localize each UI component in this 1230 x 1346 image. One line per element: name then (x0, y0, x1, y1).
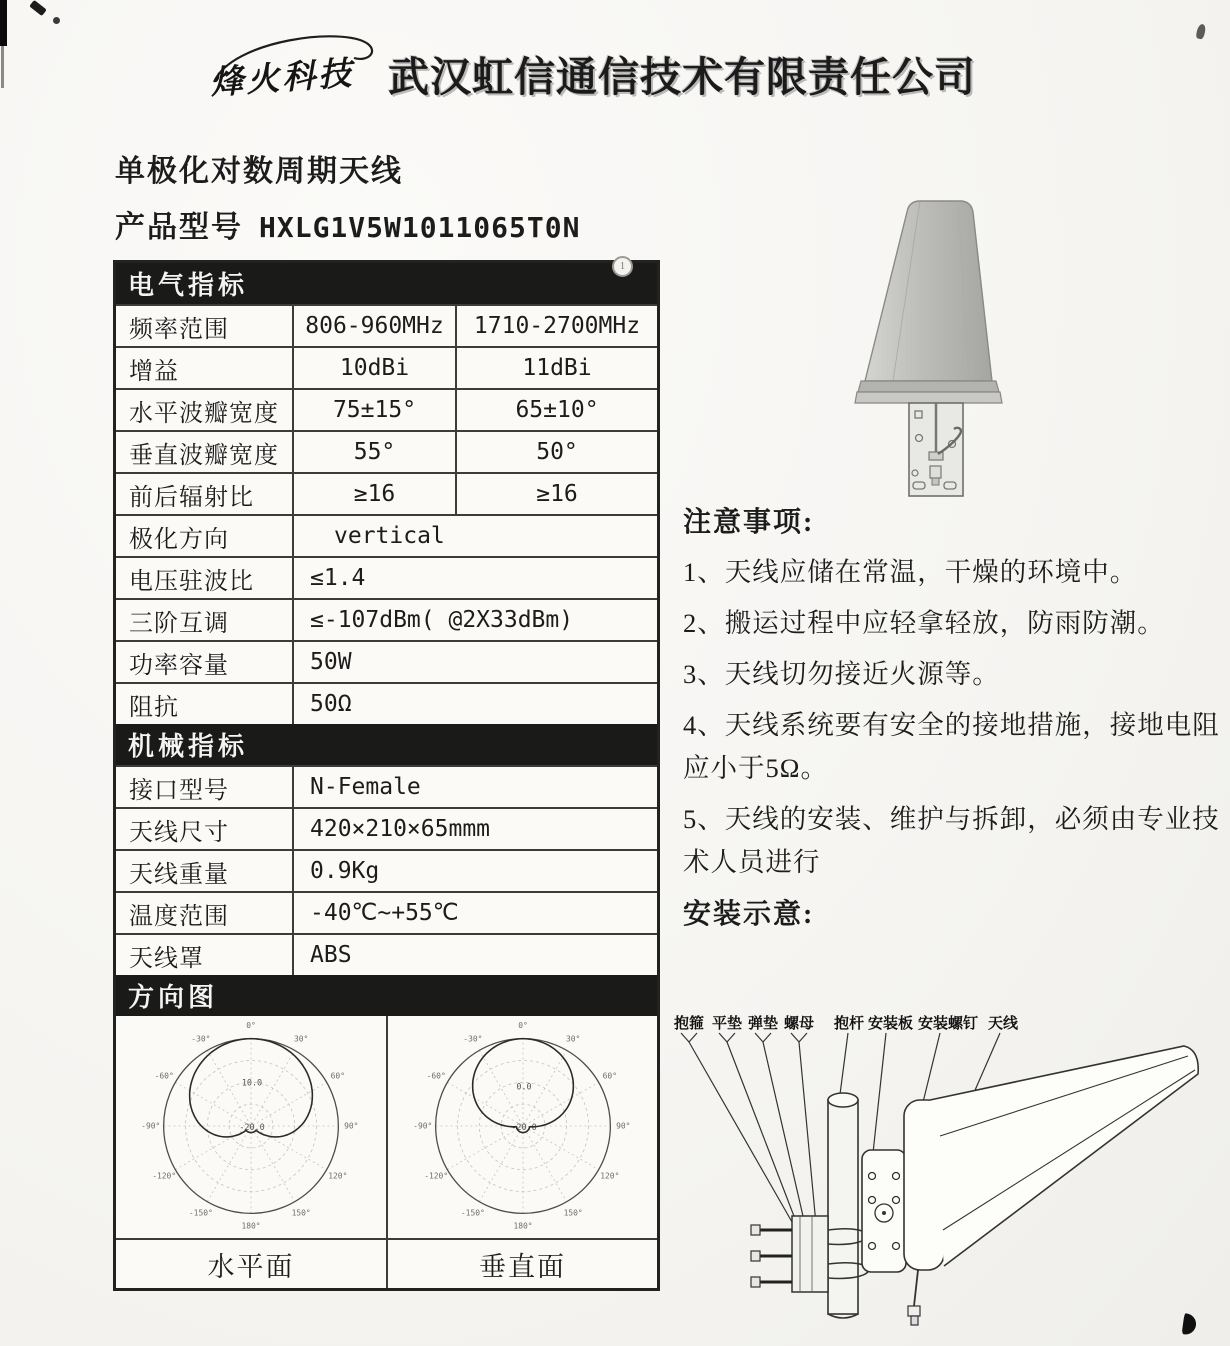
page-title: 单极化对数周期天线 (115, 155, 403, 188)
model-label: 产品型号 (115, 211, 243, 244)
note-item: 5、天线的安装、维护与拆卸，必须由专业技术人员进行 (683, 803, 1220, 877)
company-name: 武汉虹信通信技术有限责任公司 (388, 54, 976, 100)
spec-value: N-Female (310, 774, 421, 800)
table-row (116, 891, 657, 933)
table-row (116, 807, 657, 849)
svg-text:-60°: -60° (426, 1071, 446, 1081)
table-row (116, 765, 657, 807)
scan-artifact-left-edge (0, 0, 7, 46)
spec-label: 水平波瓣宽度 (116, 390, 294, 430)
spec-value: 420×210×65mmm (310, 816, 491, 842)
horizontal-pattern-plot (116, 1016, 388, 1238)
svg-text:-30°: -30° (191, 1034, 211, 1044)
svg-text:90°: 90° (344, 1121, 359, 1131)
table-row (116, 514, 657, 556)
mechanical-header-label: 机械指标 (128, 732, 249, 761)
radome-body (865, 201, 992, 381)
spec-value: ≤1.4 (310, 565, 366, 591)
scan-artifact-top-right (1195, 23, 1206, 39)
mechanical-section-header (116, 724, 657, 765)
notes-section (683, 500, 1230, 937)
vertical-polar-chart (388, 1016, 658, 1238)
svg-text:10.0: 10.0 (241, 1077, 263, 1088)
spec-value: vertical (334, 523, 445, 549)
model-value: HXLG1V5W1011065T0N (259, 211, 581, 244)
part-label-nut: 螺母 (784, 1016, 815, 1032)
install-header: 安装示意: (683, 898, 815, 930)
scan-artifact-left-edge-2 (1, 46, 4, 88)
svg-text:-150°: -150° (188, 1208, 213, 1218)
vertical-pattern-plot (388, 1016, 658, 1238)
spec-value: 10dBi (294, 348, 457, 388)
spec-table (113, 260, 660, 1291)
svg-text:-90°: -90° (141, 1121, 161, 1131)
note-item: 1、天线应储在常温，干燥的环境中。 (683, 557, 1138, 588)
svg-text:-120°: -120° (424, 1171, 449, 1181)
electrical-header-label: 电气指标 (128, 271, 249, 300)
spec-label: 频率范围 (116, 306, 294, 346)
part-label-spring-washer: 弹垫 (748, 1016, 779, 1032)
part-label-antenna: 天线 (988, 1016, 1019, 1032)
svg-text:-30°: -30° (463, 1034, 483, 1044)
vertical-plane-caption: 垂直面 (479, 1251, 566, 1282)
spec-label: 极化方向 (116, 516, 294, 556)
table-row (116, 933, 657, 975)
table-row (116, 556, 657, 598)
svg-text:-20.0: -20.0 (239, 1121, 265, 1132)
clamp (792, 1216, 828, 1292)
spec-label: 增益 (116, 348, 294, 388)
pattern-captions (116, 1238, 657, 1288)
spec-value: 11dBi (522, 355, 592, 381)
spec-value: -40℃~+55℃ (310, 900, 459, 926)
svg-text:60°: 60° (602, 1071, 617, 1081)
radome-base-band-2 (855, 392, 1002, 403)
spec-value: ABS (310, 942, 352, 968)
pattern-section-header (116, 975, 657, 1016)
svg-text:150°: 150° (291, 1208, 311, 1218)
table-row (116, 388, 657, 430)
spec-label: 天线尺寸 (116, 809, 294, 849)
horizontal-polar-chart (116, 1016, 386, 1238)
spec-value: ≥16 (294, 474, 457, 514)
table-row (116, 640, 657, 682)
page-number-badge: 1 (612, 256, 633, 277)
part-label-clamp: 抱箍 (674, 1016, 705, 1032)
table-row (116, 346, 657, 388)
table-row (116, 430, 657, 472)
spec-value: 55° (294, 432, 457, 472)
spec-value: ≤-107dBm( @2X33dBm) (310, 607, 574, 633)
spec-value: 50° (536, 439, 578, 465)
table-row (116, 849, 657, 891)
spec-label: 温度范围 (116, 893, 294, 933)
svg-text:-120°: -120° (152, 1171, 177, 1181)
pattern-header-label: 方向图 (128, 983, 219, 1012)
spec-value: 0.9Kg (310, 858, 380, 884)
spec-value: 806-960MHz (294, 306, 457, 346)
part-label-mounting-screw: 安装螺钉 (918, 1016, 979, 1032)
table-row (116, 598, 657, 640)
svg-text:120°: 120° (328, 1171, 348, 1181)
scan-artifact-top-left (29, 0, 47, 16)
table-row (116, 472, 657, 514)
table-row (116, 682, 657, 724)
product-model-line (115, 202, 580, 246)
pole (828, 1100, 858, 1314)
svg-text:30°: 30° (293, 1034, 309, 1044)
svg-text:60°: 60° (330, 1071, 345, 1081)
spec-label: 垂直波瓣宽度 (116, 432, 294, 472)
svg-text:120°: 120° (600, 1171, 620, 1181)
electrical-section-header (116, 263, 657, 304)
installation-diagram (666, 1008, 1228, 1346)
spec-label: 天线罩 (116, 935, 294, 975)
svg-text:0°: 0° (518, 1021, 528, 1031)
svg-text:-150°: -150° (460, 1208, 485, 1218)
notes-header: 注意事项: (683, 507, 815, 538)
spec-label: 前后辐射比 (116, 474, 294, 514)
svg-text:-20.0: -20.0 (511, 1121, 537, 1132)
svg-text:0°: 0° (246, 1021, 256, 1031)
svg-text:-60°: -60° (154, 1071, 174, 1081)
note-item: 2、搬运过程中应轻拿轻放，防雨防潮。 (683, 608, 1165, 639)
svg-text:180°: 180° (241, 1221, 261, 1231)
spec-value: 75±15° (294, 390, 457, 430)
part-label-flat-washer: 平垫 (712, 1016, 743, 1032)
horizontal-plane-caption: 水平面 (116, 1240, 388, 1288)
spec-label: 电压驻波比 (116, 558, 294, 598)
spec-value: 50Ω (310, 691, 352, 717)
note-item: 4、天线系统要有安全的接地措施，接地电阻应小于5Ω。 (683, 710, 1220, 784)
spec-label: 接口型号 (116, 767, 294, 807)
svg-text:180°: 180° (513, 1221, 533, 1231)
note-item: 3、天线切勿接近火源等。 (683, 659, 1000, 690)
svg-text:90°: 90° (616, 1121, 631, 1131)
svg-text:0.0: 0.0 (516, 1081, 532, 1092)
antenna-product-image (845, 186, 1165, 508)
svg-text:-90°: -90° (413, 1121, 433, 1131)
svg-text:150°: 150° (563, 1208, 583, 1218)
spec-value: 65±10° (515, 397, 599, 423)
spec-label: 功率容量 (116, 642, 294, 682)
company-logo: 烽火科技 (209, 56, 356, 102)
radiation-pattern-plots (116, 1016, 657, 1238)
spec-value: ≥16 (536, 481, 578, 507)
part-label-pole: 抱杆 (834, 1016, 865, 1032)
spec-value: 1710-2700MHz (473, 313, 641, 339)
svg-text:30°: 30° (565, 1034, 581, 1044)
scan-artifact-top-left-2 (53, 17, 60, 24)
spec-label: 天线重量 (116, 851, 294, 891)
part-label-mounting-plate: 安装板 (868, 1016, 914, 1032)
spec-value: 50W (310, 649, 352, 675)
spec-label: 三阶互调 (116, 600, 294, 640)
radome-base-band (858, 381, 999, 392)
antenna-wedge (930, 1046, 1198, 1266)
table-row (116, 304, 657, 346)
spec-label: 阻抗 (116, 684, 294, 724)
